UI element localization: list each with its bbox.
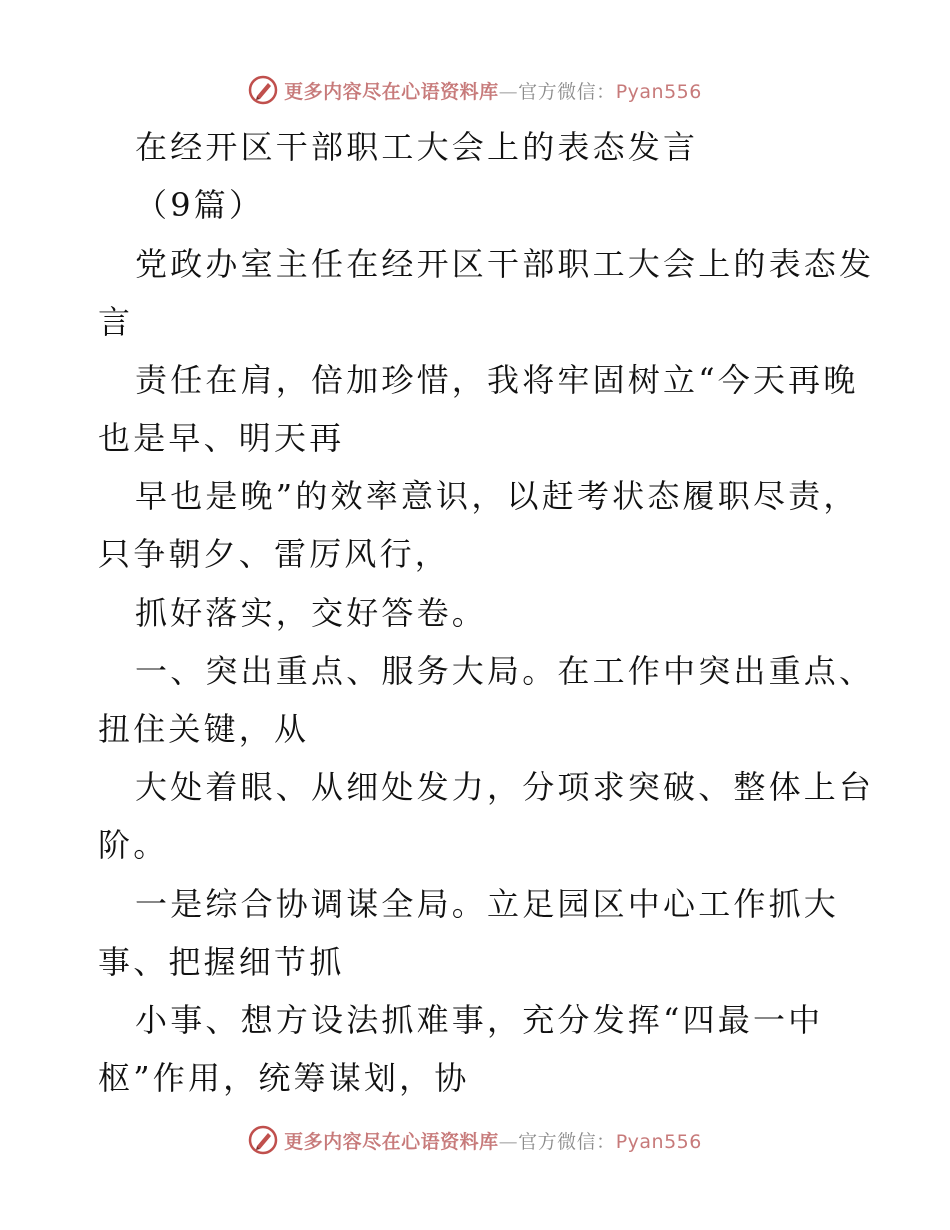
- watermark-dash: —: [498, 80, 519, 103]
- watermark-id: Pyan556: [615, 1130, 702, 1153]
- text-line: 扭住关键，从: [98, 710, 310, 748]
- text-line: 小事、想方设法抓难事，充分发挥“四最一中: [135, 1001, 824, 1039]
- pen-logo-icon: [248, 1125, 278, 1155]
- text-line: 大处着眼、从细处发力，分项求突破、整体上台: [135, 768, 875, 806]
- text-line: 阶。: [98, 826, 169, 864]
- text-line: 一、突出重点、服务大局。在工作中突出重点、: [135, 652, 875, 690]
- text-line: 只争朝夕、雷厉风行，: [98, 535, 451, 573]
- watermark-id: Pyan556: [615, 80, 702, 103]
- text-line: 事、把握细节抓: [98, 943, 345, 981]
- footer-watermark: [0, 1120, 950, 1160]
- watermark-dash: —: [498, 1130, 519, 1153]
- text-line: 一是综合协调谋全局。立足园区中心工作抓大: [135, 885, 840, 923]
- watermark-label: 官方微信：: [518, 1130, 616, 1153]
- text-line: 枢”作用，统筹谋划，协: [98, 1059, 470, 1097]
- text-line: 早也是晚”的效率意识，以赶考状态履职尽责，: [135, 477, 859, 515]
- text-line: 责任在肩，倍加珍惜，我将牢固树立“今天再晚: [135, 361, 859, 399]
- text-line: 抓好落实，交好答卷。: [135, 594, 488, 632]
- watermark-label: 官方微信：: [518, 80, 616, 103]
- watermark-brand: 更多内容尽在心语资料库: [284, 1130, 499, 1153]
- document-subtitle: （9篇）: [135, 186, 265, 224]
- document-title: 在经开区干部职工大会上的表态发言: [135, 128, 699, 166]
- watermark-brand: 更多内容尽在心语资料库: [284, 80, 499, 103]
- text-line: 也是早、明天再: [98, 419, 345, 457]
- text-line: 言: [98, 303, 134, 341]
- text-line: 党政办室主任在经开区干部职工大会上的表态发: [135, 245, 875, 283]
- watermark-text: [284, 1127, 702, 1154]
